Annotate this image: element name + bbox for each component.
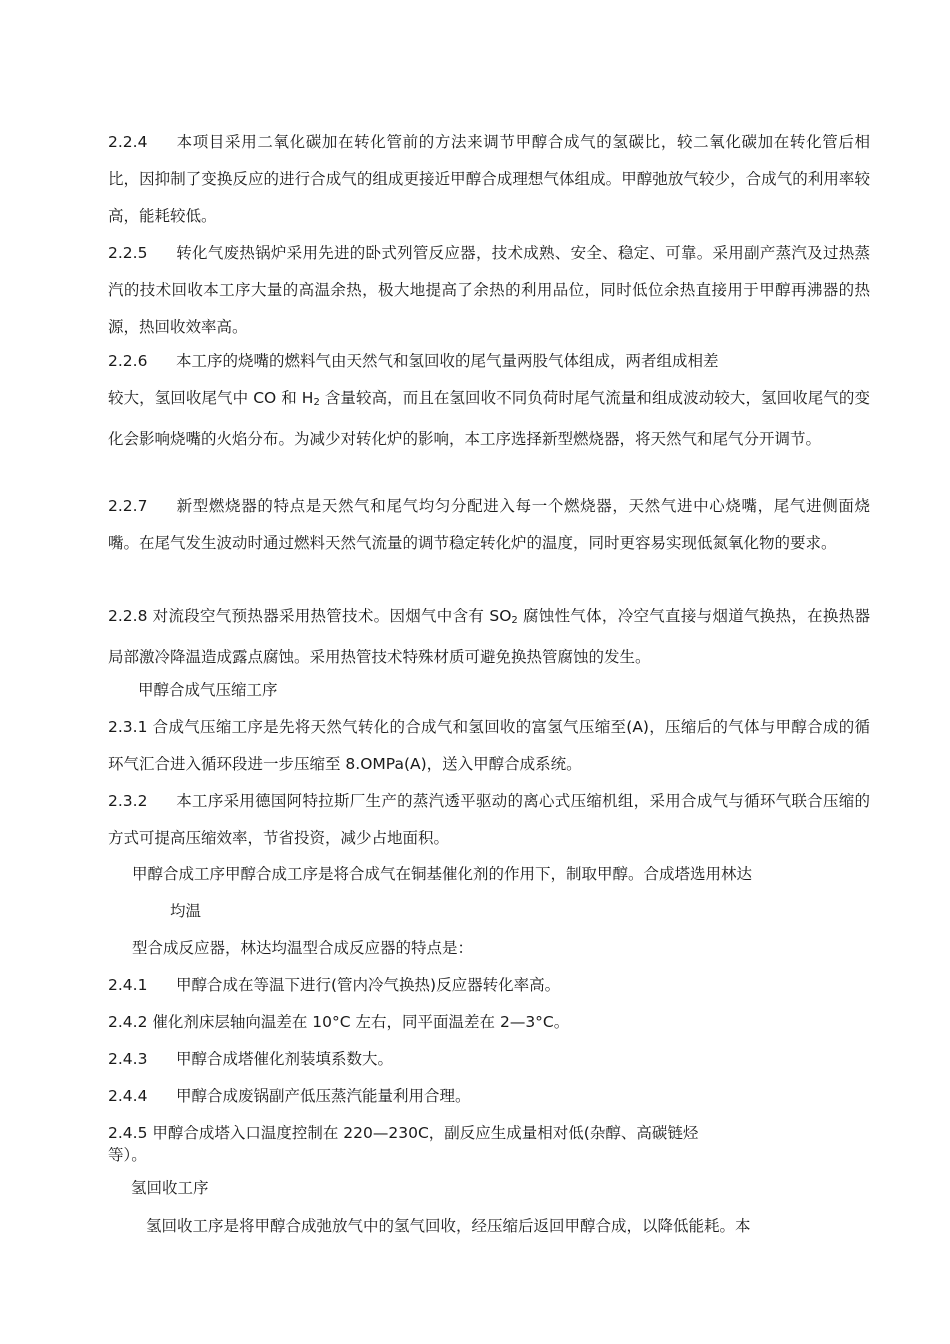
paragraph-text: 对流段空气预热器采用热管技术。因烟气中含有 SO	[147, 607, 512, 625]
section-number: 2.3.2	[108, 792, 148, 810]
subscript: 2	[511, 615, 518, 626]
hydrogen-paragraph: 氢回收工序是将甲醇合成弛放气中的氢气回收，经压缩后返回甲醇合成，以降低能耗。本	[146, 1217, 751, 1235]
paragraph-2-4-2	[108, 1004, 870, 1041]
paragraph-2-3-2	[108, 783, 870, 857]
paragraph-2-2-7	[108, 488, 870, 562]
section-number: 2.4.1	[108, 976, 148, 994]
paragraph-text: 甲醇合成塔入口温度控制在 220—230C，副反应生成量相对低(杂醇、高碳链烃	[147, 1124, 699, 1142]
paragraph-2-2-4	[108, 124, 870, 235]
subscript: 2	[313, 397, 320, 408]
paragraph-line	[108, 343, 870, 380]
paragraph-text: 较大，氢回收尾气中 CO 和 H	[108, 389, 314, 407]
section-number: 2.2.5	[108, 244, 148, 262]
section-number: 2.4.3	[108, 1050, 148, 1068]
section-number: 2.2.7	[108, 497, 148, 515]
section-number: 2.2.6	[108, 352, 148, 370]
paragraph-text: 催化剂床层轴向温差在 10°C 左右，同平面温差在 2—3°C。	[147, 1013, 570, 1031]
paragraph-2-4-4	[108, 1078, 870, 1115]
section-number: 2.2.8	[108, 607, 148, 625]
synthesis-intro: 甲醇合成工序甲醇合成工序是将合成气在铜基催化剂的作用下，制取甲醇。合成塔选用林达	[132, 865, 753, 883]
paragraph-line	[108, 1122, 870, 1144]
synthesis-intro-cont: 型合成反应器，林达均温型合成反应器的特点是：	[132, 939, 474, 957]
section-heading: 甲醇合成气压缩工序	[138, 681, 278, 699]
synthesis-intro-cont: 均温	[170, 902, 202, 920]
paragraph-text: 含量较高，而且在氢回收不同负荷时尾气流量和组成波动较大，氢回收尾气的变化会影响烧嘴的火焰分布。为减少对转化炉的影响，本工序选择新型燃烧器，将天然气和尾气分开调节。	[108, 389, 870, 448]
section-heading: 氢回收工序	[131, 1179, 209, 1197]
paragraph-2-2-8	[108, 598, 870, 676]
paragraph-2-3-1	[108, 709, 870, 783]
paragraph-text: 转化气废热锅炉采用先进的卧式列管反应器，技术成熟、安全、稳定、可靠。采用副产蒸汽及过热蒸汽的技术回收本工序大量的高温余热，极大地提高了余热的利用品位，同时低位余热直接用于甲醇再沸器的热源，热回收效率高。	[108, 244, 870, 336]
paragraph-text: 腐蚀性气体，冷空气直接与烟道气换热，在换热器局部激冷降温造成露点腐蚀。采用热管技术特殊材质可避免换热管腐蚀的发生。	[108, 607, 870, 666]
section-number: 2.4.4	[108, 1087, 148, 1105]
paragraph-text: 甲醇合成废锅副产低压蒸汽能量利用合理。	[176, 1087, 471, 1105]
paragraph-2-4-5	[108, 1122, 870, 1166]
paragraph-line: 等）。	[108, 1146, 147, 1164]
section-number: 2.3.1	[108, 718, 148, 736]
paragraph-text: 甲醇合成塔催化剂装填系数大。	[176, 1050, 394, 1068]
paragraph-text: 合成气压缩工序是先将天然气转化的合成气和氢回收的富氢气压缩至(A)，压缩后的气体与甲醇合成的循环气汇合进入循环段进一步压缩至 8.OMPa(A)，送入甲醇合成系统。	[108, 718, 870, 773]
paragraph-2-4-1	[108, 967, 870, 1004]
paragraph-text: 新型燃烧器的特点是天然气和尾气均匀分配进入每一个燃烧器，天然气进中心烧嘴，尾气进侧面烧嘴。在尾气发生波动时通过燃料天然气流量的调节稳定转化炉的温度，同时更容易实现低氮氧化物的要求。	[108, 497, 870, 552]
section-number: 2.2.4	[108, 133, 148, 151]
paragraph-text: 本工序的烧嘴的燃料气由天然气和氢回收的尾气量两股气体组成，两者组成相差	[176, 352, 719, 370]
paragraph-text: 本项目采用二氧化碳加在转化管前的方法来调节甲醇合成气的氢碳比，较二氧化碳加在转化管后相比，因抑制了变换反应的进行合成气的组成更接近甲醇合成理想气体组成。甲醇弛放气较少，合成气的利用率较高，能耗较低。	[108, 133, 870, 225]
paragraph-2-2-5	[108, 235, 870, 346]
section-number: 2.4.2	[108, 1013, 148, 1031]
paragraph-2-2-6	[108, 343, 870, 458]
section-number: 2.4.5	[108, 1124, 148, 1142]
paragraph-text: 甲醇合成在等温下进行(管内冷气换热)反应器转化率高。	[176, 976, 561, 994]
paragraph-text: 本工序采用德国阿特拉斯厂生产的蒸汽透平驱动的离心式压缩机组，采用合成气与循环气联合压缩的方式可提高压缩效率，节省投资，减少占地面积。	[108, 792, 870, 847]
paragraph-2-4-3	[108, 1041, 870, 1078]
